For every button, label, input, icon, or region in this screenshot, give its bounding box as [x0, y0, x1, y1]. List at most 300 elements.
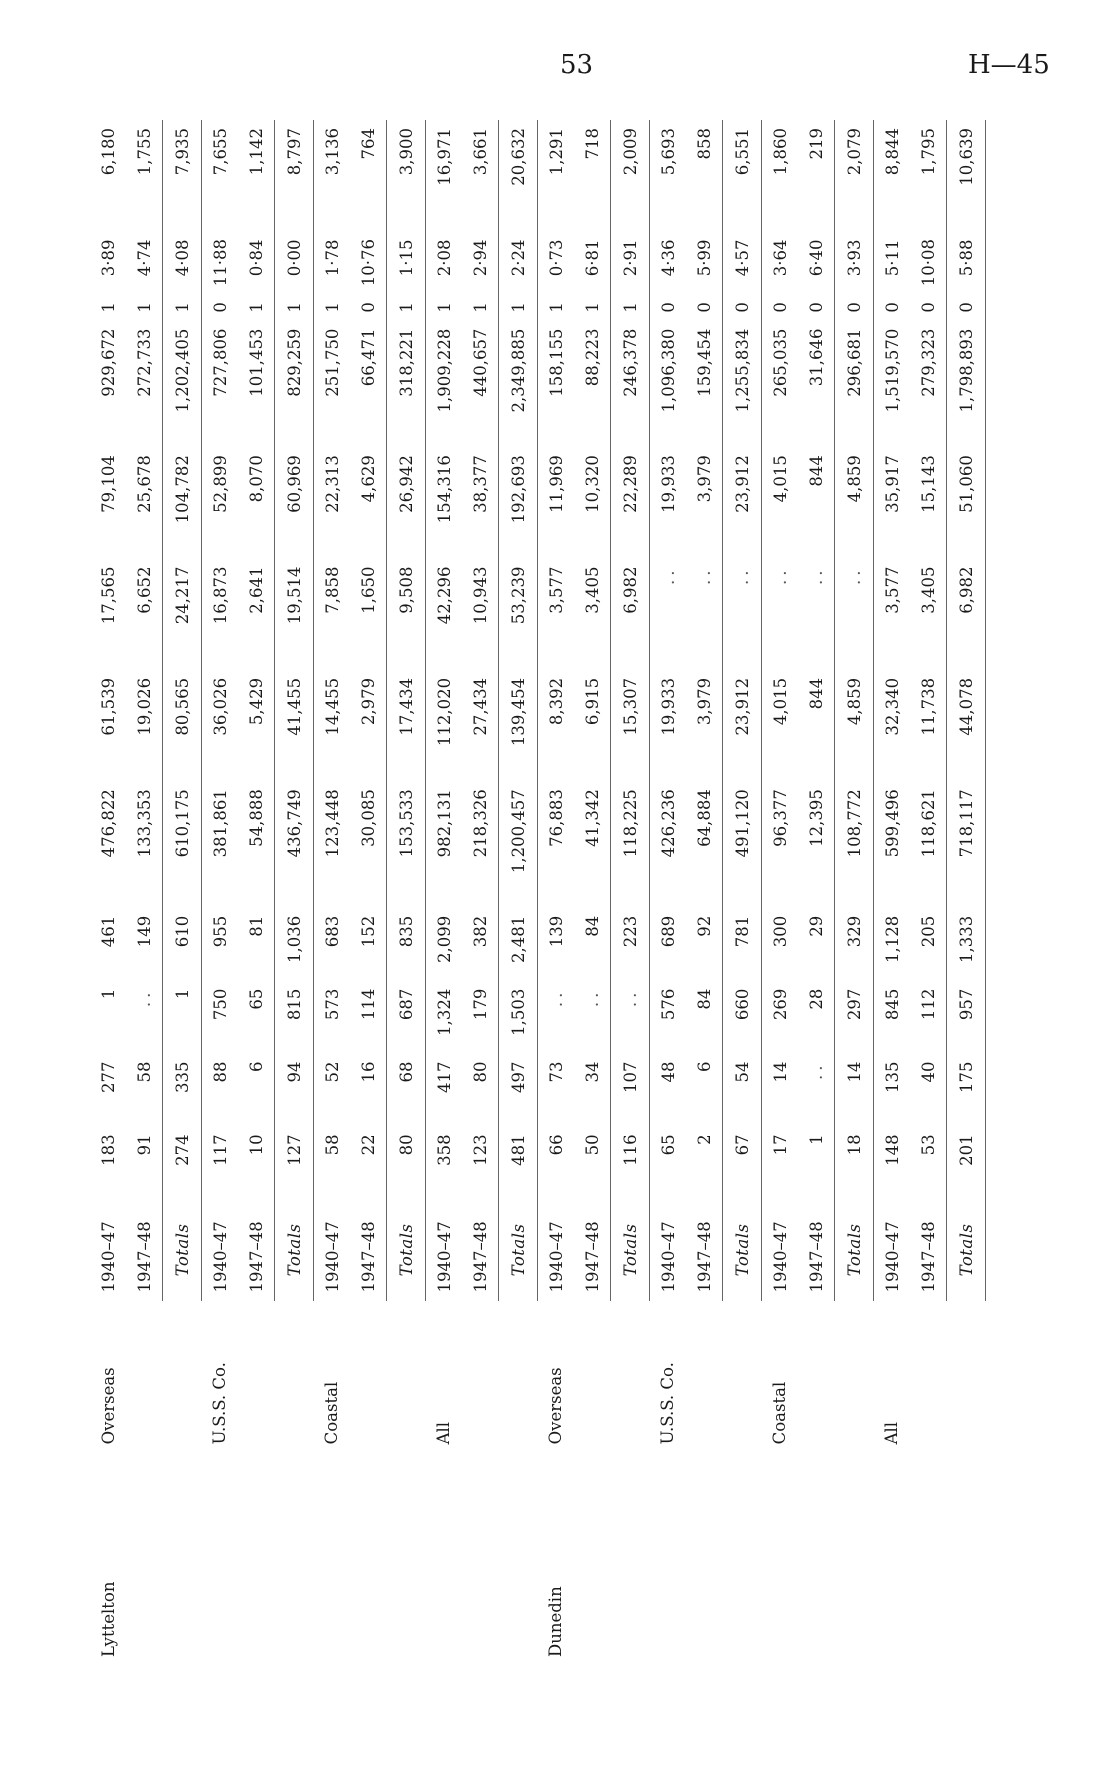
value-cell: 279,323	[918, 328, 938, 397]
value-cell: 9,508	[387, 558, 426, 669]
value-cell: 297	[835, 981, 874, 1054]
value-cell: 10,639	[947, 120, 986, 231]
value-cell: 689	[658, 915, 678, 948]
value-cell: 67	[723, 1126, 762, 1199]
value-cell: 219	[806, 128, 826, 160]
value-cell: 1	[275, 294, 314, 320]
value-cell: 829,259	[275, 321, 314, 448]
value-cell: 175	[947, 1054, 986, 1127]
value-cell: 19,026	[134, 677, 154, 736]
value-cell: 1	[582, 302, 602, 313]
trade-cell	[574, 1301, 611, 1453]
value-cell: 0	[658, 302, 678, 313]
value-cell: 6,915	[582, 677, 602, 726]
value-cell: 5·99	[694, 239, 714, 277]
value-cell: 80,565	[163, 670, 202, 781]
port-cell	[275, 1452, 314, 1665]
value-cell: 300	[770, 915, 790, 948]
value-cell: ..	[806, 566, 826, 585]
value-cell: 58	[322, 1134, 342, 1156]
value-cell: 53	[918, 1134, 938, 1156]
value-cell: 3,661	[470, 128, 490, 176]
value-cell: 440,657	[470, 328, 490, 397]
value-cell: 1	[98, 302, 118, 313]
value-cell: 4·08	[163, 231, 202, 294]
value-cell: 3,577	[882, 566, 902, 614]
value-cell: 296,681	[835, 321, 874, 448]
value-cell: 6·81	[582, 239, 602, 277]
value-cell: 2	[694, 1134, 714, 1145]
value-cell: 1	[499, 294, 538, 320]
value-cell: 269	[770, 988, 790, 1021]
value-cell: 4·74	[134, 239, 154, 277]
value-cell: 1,200,457	[499, 781, 538, 908]
value-cell: 3,405	[582, 566, 602, 614]
value-cell: 2,099	[434, 915, 454, 963]
value-cell: 58	[134, 1061, 154, 1083]
value-cell: 718	[582, 128, 602, 160]
value-cell: 497	[499, 1054, 538, 1127]
value-cell: 277	[98, 1061, 118, 1094]
value-cell: 274	[163, 1126, 202, 1199]
trade-cell	[350, 1301, 387, 1453]
table-row	[350, 120, 387, 1665]
value-cell: 1	[322, 302, 342, 313]
value-cell: 80	[387, 1126, 426, 1199]
value-cell: 41,342	[582, 789, 602, 847]
table-row	[650, 120, 687, 1665]
value-cell: 114	[358, 988, 378, 1021]
value-cell: 1,650	[358, 566, 378, 614]
value-cell: 718,117	[947, 781, 986, 908]
value-cell: 223	[611, 908, 650, 981]
value-cell: 44,078	[947, 670, 986, 781]
value-cell: 27,434	[470, 677, 490, 736]
value-cell: 1	[163, 981, 202, 1054]
value-cell: 382	[470, 915, 490, 948]
port-cell: Lyttelton	[98, 1581, 118, 1657]
value-cell: 4·36	[658, 239, 678, 277]
value-cell: 3,136	[322, 128, 342, 176]
value-cell: ..	[582, 988, 602, 1008]
value-cell: 66	[546, 1134, 566, 1156]
value-cell: 481	[499, 1126, 538, 1199]
table-row	[538, 120, 575, 1665]
value-cell: 22,289	[611, 447, 650, 558]
year-cell: 1940–47	[770, 1221, 790, 1293]
value-cell: 123	[470, 1134, 490, 1166]
value-cell: 1,503	[499, 981, 538, 1054]
value-cell: 76,883	[546, 789, 566, 847]
value-cell: 0	[358, 302, 378, 313]
table-row	[686, 120, 723, 1665]
value-cell: 88,223	[582, 328, 602, 387]
value-cell: 461	[98, 915, 118, 948]
value-cell: 0	[918, 302, 938, 313]
shipping-statistics-table	[90, 120, 986, 1665]
value-cell: 16,971	[434, 128, 454, 186]
value-cell: 154,316	[434, 455, 454, 524]
value-cell: 687	[387, 981, 426, 1054]
value-cell: ..	[806, 1061, 826, 1081]
trade-cell: Coastal	[322, 1381, 342, 1445]
value-cell: 11·88	[210, 239, 230, 287]
value-cell: 5·11	[882, 239, 902, 277]
port-cell	[874, 1452, 911, 1665]
value-cell: 4,629	[358, 455, 378, 503]
value-cell: 22	[358, 1134, 378, 1156]
value-cell: ..	[546, 988, 566, 1008]
value-cell: 1	[546, 302, 566, 313]
value-cell: 858	[694, 128, 714, 160]
year-cell: 1940–47	[322, 1221, 342, 1293]
value-cell: 6,551	[723, 120, 762, 231]
value-cell: 104,782	[163, 447, 202, 558]
value-cell: 84	[582, 915, 602, 937]
value-cell: 246,378	[611, 321, 650, 448]
value-cell: 205	[918, 915, 938, 948]
value-cell: 31,646	[806, 328, 826, 387]
port-cell	[350, 1452, 387, 1665]
value-cell: 845	[882, 988, 902, 1021]
value-cell: 426,236	[658, 789, 678, 858]
trade-cell: All	[882, 1421, 902, 1445]
value-cell: 318,221	[387, 321, 426, 448]
value-cell: 23,912	[723, 447, 762, 558]
value-cell: 4,859	[835, 670, 874, 781]
value-cell: 54	[723, 1054, 762, 1127]
table-row-subtotal	[499, 120, 538, 1665]
value-cell: 781	[723, 908, 762, 981]
value-cell: 6,982	[947, 558, 986, 669]
value-cell: ..	[835, 558, 874, 669]
value-cell: 3,979	[694, 455, 714, 503]
value-cell: 1,255,834	[723, 321, 762, 448]
value-cell: 610,175	[163, 781, 202, 908]
value-cell: 6,180	[98, 128, 118, 176]
trade-cell	[798, 1301, 835, 1453]
value-cell: 29	[806, 915, 826, 937]
table-row	[798, 120, 835, 1665]
value-cell: 116	[611, 1126, 650, 1199]
value-cell: 92	[694, 915, 714, 937]
value-cell: 17,434	[387, 670, 426, 781]
trade-cell	[686, 1301, 723, 1453]
value-cell: 329	[835, 908, 874, 981]
value-cell: 19,514	[275, 558, 314, 669]
trade-cell: Overseas	[98, 1367, 118, 1445]
value-cell: 3,900	[387, 120, 426, 231]
value-cell: 2,079	[835, 120, 874, 231]
value-cell: 1,142	[246, 128, 266, 176]
value-cell: 127	[275, 1126, 314, 1199]
value-cell: 576	[658, 988, 678, 1021]
value-cell: 436,749	[275, 781, 314, 908]
value-cell: 16	[358, 1061, 378, 1083]
port-cell	[202, 1452, 239, 1665]
value-cell: 35,917	[882, 455, 902, 513]
value-cell: 112,020	[434, 677, 454, 747]
port-cell	[762, 1452, 799, 1665]
value-cell: 1	[387, 294, 426, 320]
table-row	[314, 120, 351, 1665]
value-cell: 84	[694, 988, 714, 1010]
value-cell: 101,453	[246, 328, 266, 397]
value-cell: 0·73	[546, 239, 566, 277]
value-cell: 0	[947, 294, 986, 320]
value-cell: 6·40	[806, 239, 826, 277]
port-cell	[462, 1452, 499, 1665]
value-cell: 0	[770, 302, 790, 313]
value-cell: 660	[723, 981, 762, 1054]
value-cell: 1,291	[546, 128, 566, 176]
value-cell: 60,969	[275, 447, 314, 558]
trade-cell: Overseas	[546, 1367, 566, 1445]
table-row-subtotal	[163, 120, 202, 1665]
value-cell: 179	[470, 988, 490, 1021]
value-cell: 0	[882, 302, 902, 313]
value-cell: 1,128	[882, 915, 902, 963]
value-cell: 1	[163, 294, 202, 320]
value-cell: 7,858	[322, 566, 342, 614]
rotated-table-container	[90, 120, 990, 1665]
value-cell: 192,693	[499, 447, 538, 558]
value-cell: 6,982	[611, 558, 650, 669]
value-cell: 201	[947, 1126, 986, 1199]
value-cell: 0	[210, 302, 230, 313]
port-cell	[499, 1452, 538, 1665]
value-cell: 815	[275, 981, 314, 1054]
year-cell: 1947–48	[582, 1221, 602, 1293]
table-row	[238, 120, 275, 1665]
value-cell: 3·93	[835, 231, 874, 294]
value-cell: 65	[658, 1134, 678, 1156]
value-cell: 272,733	[134, 328, 154, 397]
value-cell: 1,519,570	[882, 328, 902, 413]
value-cell: ..	[694, 566, 714, 585]
value-cell: 10·08	[918, 239, 938, 287]
value-cell: 2·94	[470, 239, 490, 277]
value-cell: 1,324	[434, 988, 454, 1036]
value-cell: 19,933	[658, 677, 678, 736]
port-cell	[798, 1452, 835, 1665]
value-cell: 573	[322, 988, 342, 1021]
value-cell: 148	[882, 1134, 902, 1166]
value-cell: 22,313	[322, 455, 342, 513]
trade-cell	[723, 1301, 762, 1453]
port-cell	[650, 1452, 687, 1665]
value-cell: 14	[835, 1054, 874, 1127]
value-cell: 764	[358, 128, 378, 160]
totals-label: Totals	[835, 1199, 874, 1300]
value-cell: 10	[246, 1134, 266, 1156]
trade-cell	[387, 1301, 426, 1453]
table-row	[426, 120, 463, 1665]
value-cell: 335	[163, 1054, 202, 1127]
value-cell: 28	[806, 988, 826, 1010]
port-cell	[574, 1452, 611, 1665]
value-cell: ..	[611, 981, 650, 1054]
value-cell: 4,015	[770, 455, 790, 503]
value-cell: 159,454	[694, 328, 714, 397]
port-cell	[426, 1452, 463, 1665]
value-cell: 1,798,893	[947, 321, 986, 448]
port-cell	[835, 1452, 874, 1665]
value-cell: 1	[134, 302, 154, 313]
value-cell: 3·89	[98, 239, 118, 277]
trade-cell: U.S.S. Co.	[210, 1362, 230, 1445]
value-cell: ..	[658, 566, 678, 585]
year-cell: 1947–48	[134, 1221, 154, 1293]
value-cell: 117	[210, 1134, 230, 1166]
value-cell: 135	[882, 1061, 902, 1094]
value-cell: 750	[210, 988, 230, 1021]
value-cell: 982,131	[434, 789, 454, 858]
value-cell: 683	[322, 915, 342, 948]
value-cell: 1	[806, 1134, 826, 1145]
value-cell: 4,859	[835, 447, 874, 558]
port-cell	[126, 1452, 163, 1665]
value-cell: 8,844	[882, 128, 902, 176]
value-cell: 7,655	[210, 128, 230, 176]
value-cell: 10·76	[358, 239, 378, 287]
value-cell: 251,750	[322, 328, 342, 397]
value-cell: 107	[611, 1054, 650, 1127]
value-cell: 3,405	[918, 566, 938, 614]
value-cell: 2·08	[434, 239, 454, 277]
value-cell: 149	[134, 915, 154, 948]
value-cell: ..	[134, 988, 154, 1008]
value-cell: 1,909,228	[434, 328, 454, 413]
port-cell	[947, 1452, 986, 1665]
value-cell: 118,225	[611, 781, 650, 908]
value-cell: ..	[770, 566, 790, 585]
value-cell: 51,060	[947, 447, 986, 558]
table-row	[462, 120, 499, 1665]
value-cell: 3·64	[770, 239, 790, 277]
value-cell: 4·57	[723, 231, 762, 294]
value-cell: 52	[322, 1061, 342, 1083]
totals-label: Totals	[611, 1199, 650, 1300]
value-cell: 2·24	[499, 231, 538, 294]
table-row-subtotal	[835, 120, 874, 1665]
port-cell	[314, 1452, 351, 1665]
value-cell: 12,395	[806, 789, 826, 847]
value-cell: 1·15	[387, 231, 426, 294]
value-cell: 17,565	[98, 566, 118, 625]
value-cell: 957	[947, 981, 986, 1054]
value-cell: 123,448	[322, 789, 342, 858]
year-cell: 1940–47	[546, 1221, 566, 1293]
year-cell: 1940–47	[98, 1221, 118, 1293]
value-cell: 2,009	[611, 120, 650, 231]
value-cell: 1,755	[134, 128, 154, 176]
value-cell: 61,539	[98, 677, 118, 736]
value-cell: 8,070	[246, 455, 266, 503]
year-cell: 1940–47	[658, 1221, 678, 1293]
report-code: H—45	[968, 50, 1050, 80]
trade-cell	[462, 1301, 499, 1453]
port-cell	[910, 1452, 947, 1665]
value-cell: 32,340	[882, 677, 902, 736]
value-cell: 153,533	[387, 781, 426, 908]
year-cell: 1940–47	[434, 1221, 454, 1293]
value-cell: 610	[163, 908, 202, 981]
port-cell	[686, 1452, 723, 1665]
value-cell: 5·88	[947, 231, 986, 294]
value-cell: 1,202,405	[163, 321, 202, 448]
value-cell: 10,320	[582, 455, 602, 513]
value-cell: 118,621	[918, 789, 938, 858]
value-cell: 108,772	[835, 781, 874, 908]
value-cell: 218,326	[470, 789, 490, 858]
value-cell: 26,942	[387, 447, 426, 558]
value-cell: 1,795	[918, 128, 938, 176]
value-cell: 727,806	[210, 328, 230, 397]
value-cell: 1,096,380	[658, 328, 678, 413]
table-row-subtotal	[275, 120, 314, 1665]
value-cell: 73	[546, 1061, 566, 1083]
trade-cell: All	[434, 1421, 454, 1445]
value-cell: 4,015	[770, 677, 790, 726]
totals-label: Totals	[275, 1199, 314, 1300]
value-cell: 54,888	[246, 789, 266, 847]
value-cell: 381,861	[210, 789, 230, 858]
value-cell: 15,143	[918, 455, 938, 513]
value-cell: 91	[134, 1134, 154, 1156]
value-cell: 25,678	[134, 455, 154, 513]
value-cell: 18	[835, 1126, 874, 1199]
year-cell: 1947–48	[806, 1221, 826, 1293]
value-cell: 34	[582, 1061, 602, 1083]
value-cell: 80	[470, 1061, 490, 1083]
value-cell: 3,577	[546, 566, 566, 614]
value-cell: 11,969	[546, 455, 566, 513]
totals-label: Totals	[387, 1199, 426, 1300]
value-cell: 7,935	[163, 120, 202, 231]
value-cell: 50	[582, 1134, 602, 1156]
value-cell: 38,377	[470, 455, 490, 513]
totals-label: Totals	[163, 1199, 202, 1300]
trade-cell	[126, 1301, 163, 1453]
table-row	[90, 120, 126, 1665]
value-cell: 183	[98, 1134, 118, 1166]
value-cell: 81	[246, 915, 266, 937]
value-cell: 0·84	[246, 239, 266, 277]
table-row	[202, 120, 239, 1665]
table-body	[90, 120, 986, 1665]
value-cell: 3,979	[694, 677, 714, 726]
value-cell: 24,217	[163, 558, 202, 669]
trade-cell	[499, 1301, 538, 1453]
value-cell: 64,884	[694, 789, 714, 847]
value-cell: 10,943	[470, 566, 490, 625]
value-cell: 8,392	[546, 677, 566, 726]
value-cell: 15,307	[611, 670, 650, 781]
port-cell	[723, 1452, 762, 1665]
value-cell: 2·91	[611, 231, 650, 294]
value-cell: 40	[918, 1061, 938, 1083]
value-cell: 5,429	[246, 677, 266, 726]
value-cell: 6	[694, 1061, 714, 1073]
value-cell: 1·78	[322, 239, 342, 277]
value-cell: 0	[806, 302, 826, 313]
value-cell: 139	[546, 915, 566, 948]
port-cell	[238, 1452, 275, 1665]
value-cell: 79,104	[98, 455, 118, 513]
value-cell: 2,349,885	[499, 321, 538, 448]
table-row	[910, 120, 947, 1665]
